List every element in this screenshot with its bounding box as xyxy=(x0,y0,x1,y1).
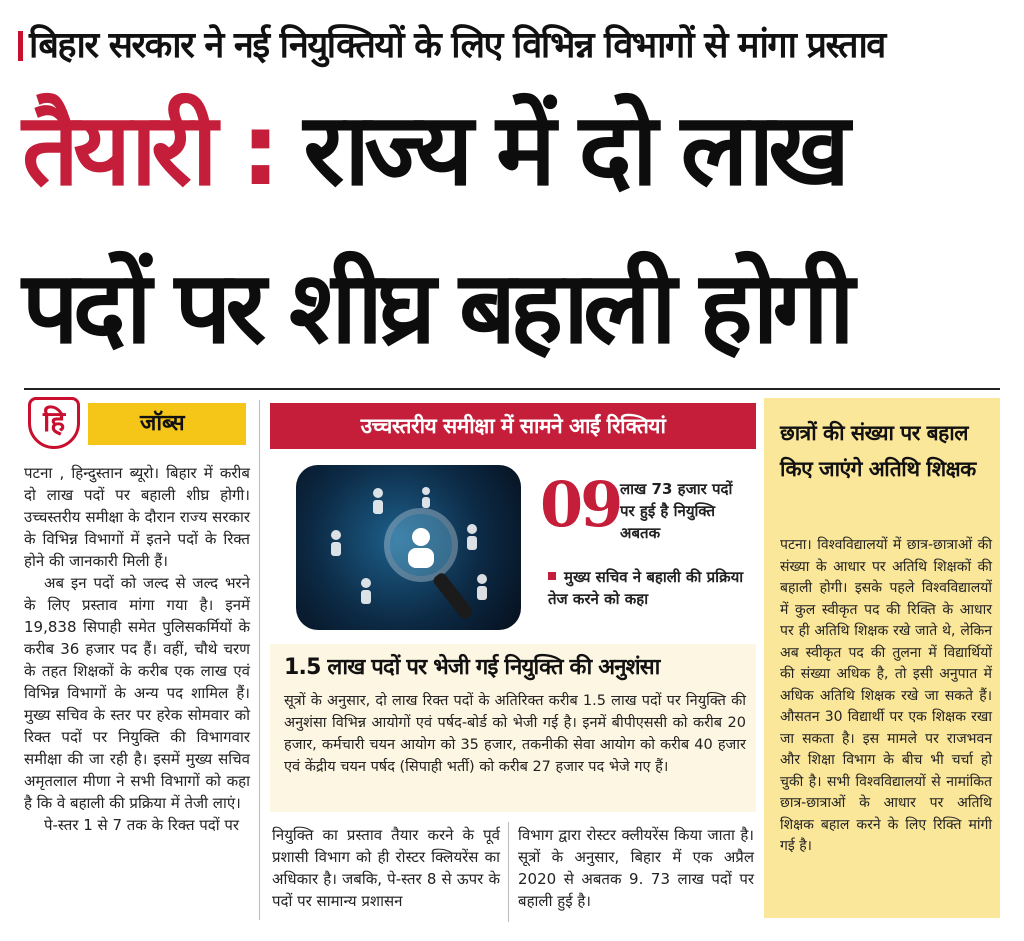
stat-number: 09 xyxy=(540,468,621,541)
newspaper-logo: हि xyxy=(28,397,80,449)
article-paragraph: अब इन पदों को जल्द से जल्द भरने के लिए प्रस्ताव मांगा गया है। इनमें 19,838 सिपाही समेत पुलिसकर्मियों के करीब 36 हजार पद हैं। वहीं, चौथे चरण के तहत शिक्षकों के करीब एक लाख एवं विभिन्न विभागों के अन्य पद शामिल हैं। मुख्य सचिव के स्तर पर हरेक सोमवार को रिक्त पदों पर नियुक्ति की विभागवार समीक्षा की जा रही है। इसमें मुख्य सचिव अमृतलाल मीणा ने सभी विभागों को कहा है कि वे बहाली की प्रक्रिया में तेजी लाएं। xyxy=(24,574,250,812)
headline-line-2: पदों पर शीघ्र बहाली होगी xyxy=(22,249,849,366)
kicker-headline xyxy=(18,20,1008,72)
article-column-1 xyxy=(24,462,250,836)
subsection-body: सूत्रों के अनुसार, दो लाख रिक्त पदों के अतिरिक्त करीब 1.5 लाख पदों पर नियुक्ति की अनुशंसा विभिन्न आयोगों एवं पर्षद-बोर्ड को भेजी गई है। इनमें बीपीएससी को करीब 20 हजार, कर्मचारी चयन आयोग को 35 हजार, तकनीकी सेवा आयोग को करीब 40 हजार एवं केंद्रीय चयन पर्षद (सिपाही भर्ती) को करीब 27 हजार पद भेजे गए हैं। xyxy=(284,693,746,775)
article-column-3: विभाग द्वारा रोस्टर क्लीयरेंस किया जाता है। सूत्रों के अनुसार, बिहार में एक अप्रैल 2020 से अबतक 9. 73 लाख पदों पर बहाली हुई है। xyxy=(518,826,754,910)
headline-line-1 xyxy=(22,90,1012,210)
bullet-square-icon xyxy=(548,572,556,580)
column-rule xyxy=(259,400,260,920)
article-paragraph: पे-स्तर 1 से 7 तक के रिक्त पदों पर xyxy=(44,816,240,834)
subheading-banner: उच्चस्तरीय समीक्षा में सामने आईं रिक्तियां xyxy=(270,403,756,449)
stat-bullet xyxy=(548,566,758,610)
magnifier-image xyxy=(296,465,521,630)
kicker-bar xyxy=(18,31,23,61)
section-divider xyxy=(24,388,1000,390)
article-paragraph: पटना , हिन्दुस्तान ब्यूरो। बिहार में करीब दो लाख पदों पर बहाली शीघ्र होगी। उच्चस्तरीय समीक्षा के दौरान राज्य सरकार के विभिन्न विभागों में इतने पदों के रिक्त होने की जानकारी मिली हैं। xyxy=(24,464,250,570)
kicker-text: बिहार सरकार ने नई नियुक्तियों के लिए विभिन्न विभागों से मांगा प्रस्ताव xyxy=(29,25,885,66)
headline-line-1-text: राज्य में दो लाख xyxy=(274,91,845,208)
sidebar-body: पटना। विश्वविद्यालयों में छात्र-छात्राओं की संख्या के आधार पर अतिथि शिक्षकों की बहाली होगी। इसके पहले विश्वविद्यालयों में कुल स्वीकृत पद की रिक्ति के आधार पर ही अतिथि शिक्षक रखे जाते थे, लेकिन अब स्वीकृत पद की तुलना में विद्यार्थियों की संख्या अधिक है, तो इसी अनुपात में अधिक अतिथि शिक्षक रखे जा सकते हैं। औसतन 30 विद्यार्थी पर एक शिक्षक रखा जा सकता है। इस मामले पर राजभवन और शिक्षा विभाग के बीच भी चर्चा हो चुकी है। सभी विश्वविद्यालयों से नामांकित छात्र-छात्राओं के आधार पर अतिथि शिक्षक बहाल करने के लिए रिक्ति मांगी गई है। xyxy=(780,537,992,854)
headline-label: तैयारी : xyxy=(22,91,275,208)
stat-text: लाख 73 हजार पदों पर हुई है नियुक्ति अबतक xyxy=(620,480,733,542)
article-column-2: नियुक्ति का प्रस्ताव तैयार करने के पूर्व प्रशासी विभाग को ही रोस्टर क्लियरेंस का अधिकार है। जबकि, पे-स्तर 8 से ऊपर के पदों पर सामान्य प्रशासन xyxy=(272,826,500,910)
section-label: जॉब्स xyxy=(88,403,246,445)
subsection-heading: 1.5 लाख पदों पर भेजी गई नियुक्ति की अनुशंसा xyxy=(284,655,660,680)
stat-bullet-text: मुख्य सचिव ने बहाली की प्रक्रिया तेज करने को कहा xyxy=(548,568,744,608)
column-rule xyxy=(508,822,509,922)
sidebar-heading: छात्रों की संख्या पर बहाल किए जाएंगे अतिथि शिक्षक xyxy=(780,421,976,481)
magnifier-illustration xyxy=(296,465,521,630)
